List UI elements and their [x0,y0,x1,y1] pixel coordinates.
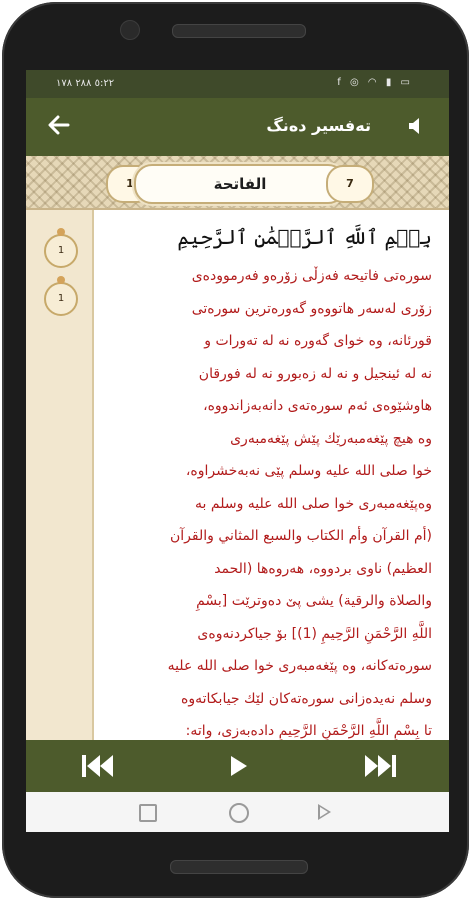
status-time: ٥:٢٢ ٢٨٨ ١٧٨ [56,78,115,89]
next-button[interactable] [362,752,398,780]
screen [26,70,449,832]
facebook-icon: f [337,77,344,88]
tafsir-line: والصلاة والرقية) يشی پێ دەوترێت [بسْمِ [196,593,432,609]
previous-button[interactable] [80,752,116,780]
front-camera [120,20,140,40]
recents-square-icon[interactable] [139,804,157,822]
ayah-marker[interactable]: 1 [44,282,78,316]
tafsir-line: زۆری لەسەر هاتووەو گەورەترین سورەتی [191,300,432,317]
messenger-icon: ◎ [350,77,362,88]
app-bar [26,98,449,156]
tafsir-line: (أم القرآن وأم الكتاب والسبع المثاني والقرآن [169,528,432,544]
tafsir-line: تا بِسْمِ اللَّهِ الرَّحْمَنِ الرَّحِيمِ دادەبەزی، واتە: [185,723,432,739]
tafsir-line: سورەتی فاتیحە فەزڵی زۆرەو فەرموودەی [191,268,432,284]
status-bar [26,70,449,98]
ayah-marker[interactable]: 1 [44,234,78,268]
speaker-icon [405,114,429,138]
back-triangle-icon[interactable] [318,804,331,820]
signal-icon: ▮ [385,77,395,88]
audio-player-bar [26,740,449,792]
tafsir-line: قورئانە، وە خوای گەورە نە لە تەورات و [204,333,432,349]
tafsir-line: سورەتەكانە، وە پێغەمبەری خوا صلی الله علیه [167,658,432,674]
surah-name: الفاتحة [134,164,346,204]
ayah-marker-panel [26,210,94,740]
tafsir-text [98,260,432,740]
home-circle-icon[interactable] [229,803,249,823]
earpiece-speaker [172,24,306,38]
surah-header [26,156,449,210]
skip-previous-icon [80,752,116,780]
skip-next-icon [362,752,398,780]
tafsir-line: خوا صلی الله علیه وسلم پێی نەبەخشراوە، [185,463,432,479]
page-title: تەفسیر دەنگ [266,116,371,135]
arrow-left-icon [46,112,72,138]
tafsir-line: وەپێغەمبەری خوا صلی الله علیه وسلم بە [195,495,432,512]
status-icons [337,77,413,88]
tafsir-line: نە لە ئینجیل و نە لە زەبورو نە لە فورقان [198,365,432,382]
ayah-count-badge-right: 7 [326,165,374,203]
bismillah-text: بِسۡمِ ٱللَّهِ ٱلرَّحۡمَٰنِ ٱلرَّحِيمِ [177,225,432,249]
audio-button[interactable] [405,114,429,138]
tafsir-line: وسلم نەیدەزانی سورەتەكان لێك جیابكاتەوە [181,690,432,707]
battery-icon: ▭ [400,77,413,88]
system-navigation-bar [26,792,449,832]
phone-frame [2,2,469,898]
tafsir-line: اللَّهِ الرَّحْمَنِ الرَّحِيمِ (1)] بۆ جیاكردنەوەی [197,625,432,642]
back-button[interactable] [46,112,72,145]
tafsir-line: العظيم) ناوی بردووە، هەروەها (الحمد [214,560,432,577]
play-button[interactable] [228,752,250,780]
play-icon [228,752,250,780]
tafsir-line: هاوشێوەی ئەم سورەتەی دانەبەزاندووە، [203,398,432,414]
tafsir-line: وە هیچ پێغەمبەرێك پێش پێغەمبەری [230,430,432,447]
wifi-icon: ◠ [367,77,380,88]
tafsir-content [98,210,438,740]
ayah-count-badge-left: 1 [106,165,154,203]
phone-top-bezel [2,2,469,72]
bottom-speaker [170,860,308,874]
